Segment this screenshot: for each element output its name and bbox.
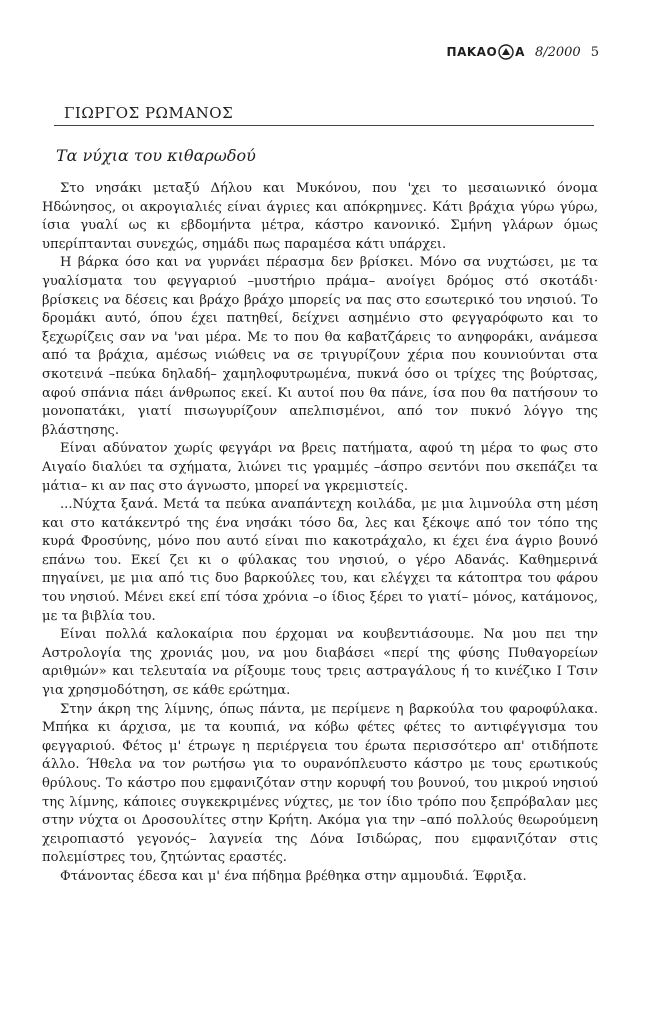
paragraph: Φτάνοντας έδεσα και μ' ένα πήδημα βρέθηκα στην αμμουδιά. Έφριξα. bbox=[60, 868, 527, 884]
paragraph: ...Νύχτα ξανά. Μετά τα πεύκα αναπάντεχη κοιλάδα, με μια λιμνούλα στη μέση και στο κατάκεντρό της ένα νησάκι τόσο δα, λες και ξέκοψε από τον τόπο της κυρά Φροσύνης, μόνο που αυτό είναι πιο κακοτράχαλο, κι έχει ένα άγριο βουνό επάνω του. Εκεί ζει κι ο φύλακας του νησιού, ο γέρο Αδανάς. Καθημερινά πηγαίνει, με μια από τις δυο βαρκούλες του, και ελέγχει τα κάτοπτρα του φάρου του νησιού. Μένει εκεί επί τόσα χρόνια –ο ίδιος ξέρει το γιατί– μόνος, κατάμονος, με τα βιβλία του. bbox=[42, 497, 598, 624]
header-divider bbox=[54, 125, 594, 126]
paragraph: Είναι πολλά καλοκαίρια που έρχομαι να κουβεντιάσουμε. Να μου πει την Αστρολογία της χρονιάς μου, να μου διαβάσει «περί της φύσης Πυθαγορείων αριθμών» και τελευταία να ρίξουμε τους τρεις αστραγάλους ή το κινέζικο Ι Τσιν για χρησμοδότηση, σε κάθε ερώτημα. bbox=[42, 627, 598, 699]
paragraph: Στο νησάκι μεταξύ Δήλου και Μυκόνου, που 'χει το μεσαιωνικό όνομα Ηδώνησος, οι ακρογιαλιές είναι άγριες και απόκρημνες. Κάτι βράχια γύρω γύρω, ίσια γυαλί ως κι εβδομήντα μέτρα, κάστρο κανονικό. Σμήνη γλάρων όμως υπερίπτανται συνεχώς, σημάδι πως παραμέσα κάτι υπάρχει. bbox=[42, 181, 598, 252]
issue-number: 8/2000 bbox=[534, 44, 581, 60]
logo-emblem-icon bbox=[498, 44, 514, 60]
story-body bbox=[42, 180, 598, 887]
magazine-logo bbox=[447, 44, 525, 60]
page-number: 5 bbox=[590, 44, 599, 60]
story-title: Τα νύχια του κιθαρωδού bbox=[56, 146, 256, 165]
paragraph: Στην άκρη της λίμνης, όπως πάντα, με περίμενε η βαρκούλα του φαροφύλακα. Μπήκα κι άρχισα, με τα κουπιά, να κόβω φέτες φέτες το αντιφέγγισμα του φεγγαριού. Φέτος μ' έτρωγε η περιέργεια του έρωτα περισσότερο απ' οτιδήποτε άλλο. Ήθελα να τον ρωτήσω για το ουρανόπλευστο κάστρο με τους ερωτικούς θρύλους. Το κάστρο που εμφανιζόταν στην κορυφή του βουνού, του μικρού νησιού της λίμνης, κάποιες συγκεκριμένες νύχτες, με τον ίδιο τρόπο που ξεπρόβαλαν μες στην νύχτα οι Δροσουλίτες στην Κρήτη. Ακόμα για την –από πολλούς θεωρούμενη χειροπιαστό γεγονός– λαγνεία της Δόνα Ισιδώρας, που εμφανιζόταν στις πολεμίστρες του, ζητώντας εραστές. bbox=[42, 701, 598, 866]
page-header bbox=[447, 44, 599, 60]
logo-text-right: Α bbox=[515, 45, 525, 59]
author-name: ΓΙΩΡΓΟΣ ΡΩΜΑΝΟΣ bbox=[64, 104, 234, 122]
logo-text-left: ΠΑΚΑΟ bbox=[446, 45, 498, 59]
paragraph: Είναι αδύνατον χωρίς φεγγάρι να βρεις πατήματα, αφού τη μέρα το φως στο Αιγαίο διαλύει τα σχήματα, λιώνει τις γραμμές –άσπρο σεντόνι που σκεπάζει τα μάτια– κι αν πας στο άγνωστο, μπορεί να γκρεμιστείς. bbox=[42, 441, 598, 494]
paragraph: Η βάρκα όσο και να γυρνάει πέρασμα δεν βρίσκει. Μόνο σα νυχτώσει, με τα γυαλίσματα του φεγγαριού –μυστήριο πράμα– ανοίγει δρόμος στό σκοτάδι· βρίσκεις να δέσεις και βράχο βράχο μπορείς να πας στο εσωτερικό του νησιού. Το δρομάκι αυτό, όπου έχει πατηθεί, δείχνει ασημένιο στο φεγγαρόφωτο και το ξεχωρίζεις σαν να 'ναι μέρα. Με το που θα καβατζάρεις το ανηφοράκι, ανάμεσα από τα βράχια, αμέσως νιώθεις να σε τριγυρίζουν χέρια που κουνιούνται στα σκοτεινά –πεύκα δηλαδή– χαμηλοφυτρωμένα, πυκνά όσο οι τρίχες της βούρτσας, αφού σπάνια πάει άνθρωπος εκεί. Κι αυτοί που θα πάνε, ίσα που θα πατήσουν το μονοπατάκι, γιατί πισωγυρίζουν απελπισμένοι, από τον πυκνό λόγγο της βλάστησης. bbox=[42, 255, 598, 438]
